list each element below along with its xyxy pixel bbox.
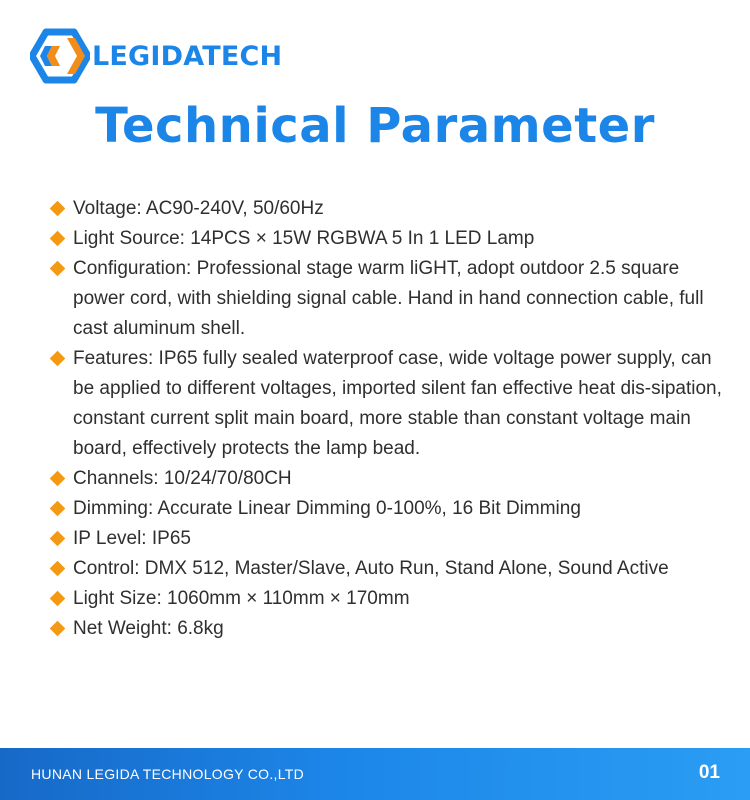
spec-item-channels bbox=[50, 464, 722, 494]
diamond-bullet-icon bbox=[50, 561, 66, 577]
spec-text: Net Weight: 6.8kg bbox=[73, 618, 224, 639]
page-title: Technical Parameter bbox=[95, 98, 655, 154]
brand-logo bbox=[30, 28, 282, 84]
diamond-bullet-icon bbox=[50, 621, 66, 637]
diamond-bullet-icon bbox=[50, 501, 66, 517]
spec-text: Features: IP65 fully sealed waterproof case, wide voltage power supply, can be applied to different voltages, imported silent fan effective heat dis-sipation, constant current split main board, more stable than constant voltage main board, effectively protects the lamp bead. bbox=[73, 348, 722, 459]
spec-item-control bbox=[50, 554, 722, 584]
spec-text: Control: DMX 512, Master/Slave, Auto Run, Stand Alone, Sound Active bbox=[73, 558, 669, 579]
diamond-bullet-icon bbox=[50, 591, 66, 607]
spec-text: Dimming: Accurate Linear Dimming 0-100%, 16 Bit Dimming bbox=[73, 498, 581, 519]
spec-list bbox=[50, 194, 722, 644]
diamond-bullet-icon bbox=[50, 531, 66, 547]
brand-name: LEGIDATECH bbox=[92, 40, 283, 72]
diamond-bullet-icon bbox=[50, 351, 66, 367]
spec-item-voltage bbox=[50, 194, 722, 224]
spec-item-light-size bbox=[50, 584, 722, 614]
diamond-bullet-icon bbox=[50, 471, 66, 487]
spec-text: Light Source: 14PCS × 15W RGBWA 5 In 1 LED Lamp bbox=[73, 228, 535, 249]
spec-item-features bbox=[50, 344, 722, 464]
spec-item-net-weight bbox=[50, 614, 722, 644]
spec-item-dimming bbox=[50, 494, 722, 524]
footer-company-name: HUNAN LEGIDA TECHNOLOGY CO.,LTD bbox=[31, 766, 305, 782]
diamond-bullet-icon bbox=[50, 261, 66, 277]
spec-text: Configuration: Professional stage warm liGHT, adopt outdoor 2.5 square power cord, with shielding signal cable. Hand in hand connection cable, full cast aluminum shell. bbox=[73, 258, 704, 339]
diamond-bullet-icon bbox=[50, 201, 66, 217]
diamond-bullet-icon bbox=[50, 231, 66, 247]
footer-bar bbox=[0, 748, 750, 800]
spec-item-light-source bbox=[50, 224, 722, 254]
hexagon-logo-icon bbox=[30, 28, 90, 84]
spec-text: Voltage: AC90-240V, 50/60Hz bbox=[73, 198, 324, 219]
spec-text: Channels: 10/24/70/80CH bbox=[73, 468, 292, 489]
page-number: 01 bbox=[698, 762, 720, 783]
spec-item-ip-level bbox=[50, 524, 722, 554]
spec-item-configuration bbox=[50, 254, 722, 344]
spec-text: IP Level: IP65 bbox=[73, 528, 191, 549]
spec-text: Light Size: 1060mm × 110mm × 170mm bbox=[73, 588, 410, 609]
